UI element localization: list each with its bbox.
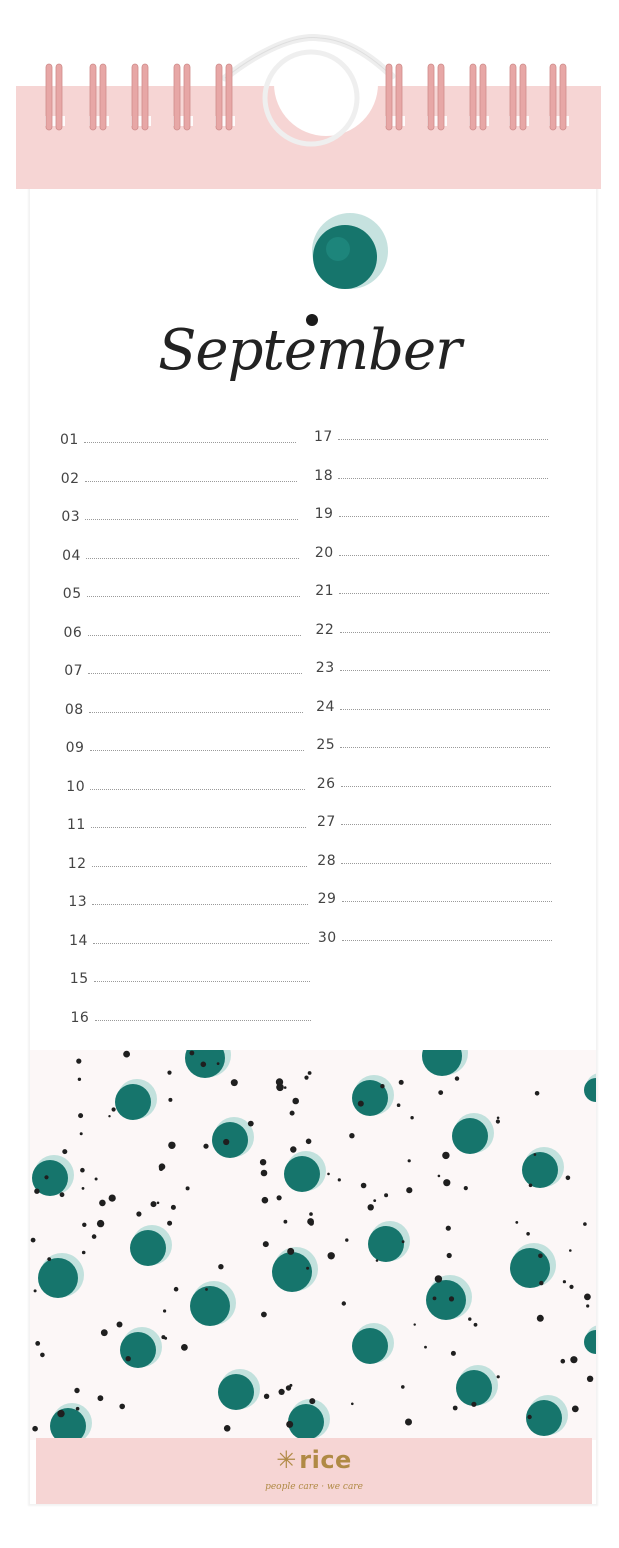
black-dot [338, 1178, 341, 1181]
spiral-ring [470, 64, 476, 130]
black-dot [539, 1281, 543, 1285]
black-dot [60, 1192, 65, 1197]
day-number: 26 [316, 775, 336, 792]
spiral-ring [550, 64, 556, 130]
teal-dot [522, 1152, 558, 1188]
spiral-binding [0, 0, 619, 160]
teal-watercolor-dot-icon [300, 205, 396, 301]
black-dot [442, 1152, 449, 1159]
black-dot [309, 1221, 314, 1226]
day-entry-line[interactable] [90, 750, 304, 751]
black-dot [405, 1419, 412, 1426]
month-title: September [158, 318, 461, 383]
black-dot [399, 1080, 404, 1085]
day-number: 02 [60, 470, 80, 487]
black-dot [123, 1051, 130, 1058]
black-dot [80, 1168, 85, 1173]
day-number: 27 [317, 814, 336, 830]
teal-dot [120, 1332, 156, 1368]
black-dot [443, 1179, 450, 1186]
black-dot [279, 1389, 285, 1395]
spiral-ring [216, 64, 222, 130]
black-dot [433, 1297, 437, 1301]
black-dot [276, 1078, 283, 1085]
black-dot [435, 1275, 442, 1282]
day-number: 09 [65, 740, 85, 756]
day-number: 06 [63, 624, 83, 641]
day-entry-line[interactable] [94, 981, 310, 982]
black-dot [35, 1341, 40, 1346]
black-dot [263, 1241, 269, 1247]
day-number: 03 [61, 509, 81, 525]
teal-dot [130, 1230, 166, 1266]
black-dot [108, 1115, 110, 1117]
calendar-footer [36, 1438, 592, 1504]
black-dot [327, 1173, 330, 1176]
black-dot [76, 1407, 80, 1411]
black-dot [119, 1404, 125, 1410]
day-entry-line[interactable] [92, 904, 308, 905]
black-dot [468, 1317, 471, 1320]
black-dot [447, 1253, 452, 1258]
day-number: 23 [315, 660, 335, 676]
black-dot [309, 1212, 313, 1216]
black-dot [401, 1385, 405, 1389]
teal-dot [352, 1328, 388, 1364]
black-dot [361, 1183, 367, 1189]
black-dot [537, 1315, 544, 1322]
day-entry-line[interactable] [338, 478, 548, 479]
spiral-ring [142, 64, 148, 130]
black-dot [515, 1221, 518, 1224]
black-dot [527, 1415, 531, 1419]
day-number: 14 [69, 932, 88, 949]
day-entry-line[interactable] [90, 789, 305, 790]
day-entry-line[interactable] [342, 901, 552, 902]
black-dot [535, 1091, 540, 1096]
black-dot [99, 1200, 106, 1207]
black-dot [109, 1195, 116, 1202]
black-dot [62, 1149, 67, 1154]
day-number: 01 [60, 432, 79, 448]
day-entry-line[interactable] [339, 555, 549, 556]
black-dot [308, 1071, 312, 1075]
black-dot [217, 1062, 220, 1065]
day-entry-line[interactable] [86, 558, 299, 559]
black-dot [349, 1133, 354, 1138]
day-entry-line[interactable] [340, 632, 550, 633]
day-entry-line[interactable] [88, 635, 302, 636]
day-number: 29 [317, 891, 337, 907]
black-dot [289, 1384, 292, 1387]
black-dot [174, 1287, 179, 1292]
black-dot [205, 1288, 208, 1291]
teal-dot [584, 1078, 596, 1102]
teal-dot [452, 1118, 488, 1154]
day-entry-line[interactable] [338, 439, 548, 440]
black-dot [408, 1159, 411, 1162]
black-dot [112, 1107, 116, 1111]
black-dot [455, 1076, 459, 1080]
black-dot [82, 1187, 85, 1190]
black-dot [309, 1398, 315, 1404]
black-dot [497, 1375, 500, 1378]
black-dot [167, 1221, 172, 1226]
day-number: 05 [62, 586, 82, 602]
black-dot [569, 1249, 572, 1252]
black-dot [569, 1285, 573, 1289]
black-dot [97, 1220, 104, 1227]
black-dot [34, 1189, 39, 1194]
day-entry-line[interactable] [93, 943, 309, 944]
black-dot [306, 1267, 309, 1270]
day-entry-line[interactable] [91, 827, 306, 828]
black-dot [583, 1222, 587, 1226]
black-dot [351, 1403, 354, 1406]
black-dot [328, 1252, 335, 1259]
black-dot [157, 1202, 160, 1205]
day-number: 17 [314, 429, 333, 445]
day-number: 24 [316, 698, 335, 715]
black-dot [186, 1186, 190, 1190]
black-dot [260, 1159, 266, 1165]
black-dot [98, 1395, 104, 1401]
black-dot [566, 1176, 571, 1181]
day-number: 22 [315, 621, 335, 638]
spiral-ring [510, 64, 516, 130]
black-dot [380, 1084, 384, 1088]
day-number: 28 [317, 852, 337, 869]
black-dot [74, 1388, 79, 1393]
teal-dot [284, 1156, 320, 1192]
black-dot [92, 1234, 97, 1239]
day-entry-line[interactable] [85, 481, 297, 482]
spiral-ring [396, 64, 402, 130]
black-dot [82, 1223, 86, 1227]
day-entry-line[interactable] [340, 709, 550, 710]
day-entry-line[interactable] [339, 516, 549, 517]
day-number: 18 [314, 467, 334, 484]
black-dot [451, 1351, 456, 1356]
black-dot [167, 1071, 171, 1075]
black-dot [277, 1195, 282, 1200]
teal-dot [368, 1226, 404, 1262]
black-dot [168, 1098, 172, 1102]
black-dot [32, 1426, 38, 1432]
black-dot [446, 1226, 451, 1231]
black-dot [82, 1251, 86, 1255]
black-dot [136, 1211, 141, 1216]
spiral-ring [56, 64, 62, 130]
black-dot [464, 1186, 468, 1190]
black-dot [572, 1406, 579, 1413]
black-dot [406, 1187, 412, 1193]
black-dot [342, 1301, 346, 1305]
black-dot [101, 1329, 108, 1336]
black-dot [264, 1394, 269, 1399]
spiral-ring [90, 64, 96, 130]
teal-dot [288, 1404, 324, 1440]
black-dot [261, 1312, 267, 1318]
black-dot [218, 1264, 223, 1269]
black-dot [534, 1153, 537, 1156]
teal-dot [584, 1330, 596, 1354]
black-dot [449, 1296, 454, 1301]
black-dot [78, 1078, 81, 1081]
day-number: 25 [316, 737, 336, 753]
black-dot [231, 1079, 238, 1086]
black-dot [44, 1175, 48, 1179]
day-entry-line[interactable] [89, 712, 303, 713]
day-number: 16 [70, 1009, 90, 1026]
black-dot [410, 1116, 413, 1119]
black-dot [587, 1376, 593, 1382]
black-dot [117, 1322, 123, 1328]
day-entry-line[interactable] [342, 940, 552, 941]
day-number: 07 [64, 663, 84, 679]
black-dot [471, 1402, 476, 1407]
black-dot [181, 1344, 188, 1351]
day-number: 08 [64, 701, 84, 718]
black-dot [31, 1238, 36, 1243]
black-dot [284, 1086, 287, 1089]
black-dot [529, 1184, 533, 1188]
black-dot [201, 1062, 207, 1068]
brand-name: rice [299, 1446, 352, 1474]
brand-logo [36, 1446, 592, 1474]
black-dot [80, 1132, 83, 1135]
day-number: 21 [315, 583, 335, 599]
black-dot [262, 1197, 269, 1204]
teal-dot [456, 1370, 492, 1406]
black-dot [474, 1323, 478, 1327]
black-dot [304, 1076, 308, 1080]
spiral-ring [438, 64, 444, 130]
day-number: 15 [69, 971, 89, 987]
day-entry-line[interactable] [340, 747, 550, 748]
black-dot [570, 1356, 577, 1363]
spiral-ring [386, 64, 392, 130]
black-dot [159, 1167, 163, 1171]
spiral-ring [560, 64, 566, 130]
black-dot [151, 1201, 157, 1207]
black-dot [414, 1323, 416, 1325]
black-dot [57, 1410, 64, 1417]
black-dot [95, 1178, 98, 1181]
day-number: 10 [66, 778, 86, 795]
spiral-ring [520, 64, 526, 130]
black-dot [453, 1406, 458, 1411]
day-number: 20 [314, 544, 334, 561]
black-dot [78, 1113, 83, 1118]
day-entry-line[interactable] [87, 596, 300, 597]
black-dot [163, 1309, 166, 1312]
day-entry-line[interactable] [340, 670, 550, 671]
black-dot [292, 1098, 299, 1105]
black-dot [168, 1142, 175, 1149]
black-dot [290, 1146, 296, 1152]
teal-dot [212, 1122, 248, 1158]
black-dot [358, 1101, 364, 1107]
day-entry-line[interactable] [85, 519, 298, 520]
day-entry-line[interactable] [341, 863, 551, 864]
asterisk-icon: ✳ [276, 1446, 297, 1474]
teal-dot [38, 1258, 78, 1298]
black-dot [561, 1359, 566, 1364]
dot-pattern [30, 1050, 596, 1440]
teal-dot [272, 1252, 312, 1292]
day-entry-line[interactable] [339, 593, 549, 594]
black-dot [586, 1304, 589, 1307]
black-dot [368, 1204, 374, 1210]
black-dot [76, 1059, 81, 1064]
day-number: 13 [68, 894, 88, 910]
day-entry-line[interactable] [84, 442, 296, 443]
black-dot [34, 1289, 37, 1292]
black-dot [286, 1421, 293, 1428]
brand-tagline: people care · we care [265, 1482, 363, 1492]
day-entry-line[interactable] [341, 786, 551, 787]
day-number: 04 [62, 547, 81, 564]
black-dot [376, 1259, 379, 1262]
teal-dot [190, 1286, 230, 1326]
black-dot [526, 1232, 530, 1236]
black-dot [584, 1294, 591, 1301]
black-dot [224, 1425, 231, 1432]
day-number: 11 [67, 817, 86, 833]
black-dot [47, 1257, 51, 1261]
black-dot [203, 1144, 208, 1149]
spiral-ring [174, 64, 180, 130]
day-number: 30 [317, 929, 337, 946]
black-dot [438, 1090, 443, 1095]
spiral-ring [428, 64, 434, 130]
spiral-ring [226, 64, 232, 130]
black-dot [438, 1175, 441, 1178]
day-entry-line[interactable] [92, 866, 307, 867]
black-dot [287, 1248, 294, 1255]
black-dot [345, 1238, 348, 1241]
black-dot [223, 1139, 229, 1145]
teal-dot [426, 1280, 466, 1320]
spiral-ring [184, 64, 190, 130]
black-dot [126, 1356, 131, 1361]
black-dot [190, 1051, 195, 1056]
spiral-ring [100, 64, 106, 130]
black-dot [248, 1121, 254, 1127]
black-dot [171, 1205, 176, 1210]
black-dot [290, 1111, 295, 1116]
spiral-ring [480, 64, 486, 130]
teal-dot [510, 1248, 550, 1288]
spiral-ring [46, 64, 52, 130]
black-dot [538, 1254, 543, 1259]
day-number: 19 [314, 506, 334, 522]
black-dot [563, 1280, 566, 1283]
black-dot [161, 1335, 165, 1339]
black-dot [261, 1170, 268, 1177]
spiral-ring [132, 64, 138, 130]
black-dot [384, 1193, 388, 1197]
day-entry-line[interactable] [95, 1020, 312, 1021]
black-dot [424, 1346, 427, 1349]
black-dot [497, 1117, 500, 1120]
day-entry-line[interactable] [341, 824, 551, 825]
day-number: 12 [67, 855, 87, 872]
black-dot [397, 1103, 401, 1107]
black-dot [306, 1139, 312, 1145]
black-dot [496, 1119, 500, 1123]
teal-dot [115, 1084, 151, 1120]
black-dot [40, 1353, 45, 1358]
teal-dot [218, 1374, 254, 1410]
black-dot [402, 1240, 405, 1243]
day-entry-line[interactable] [88, 673, 302, 674]
black-dot [373, 1199, 376, 1202]
black-dot [284, 1220, 288, 1224]
